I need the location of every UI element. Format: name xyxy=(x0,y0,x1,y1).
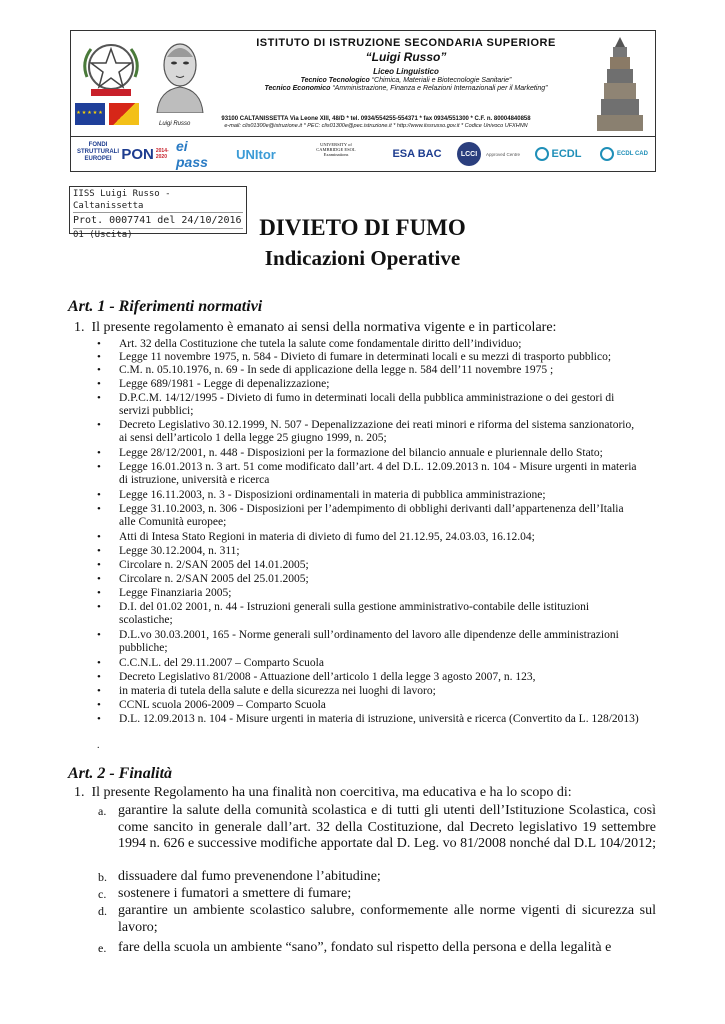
list-item: d. garantire un ambiente scolastico salubre, conformemente alle norme vigenti di sicurezza sul lavoro; xyxy=(98,903,656,935)
list-item: • Decreto Legislativo 30.12.1999, N. 507 - Depenalizzazione dei reati minori e riforma del sistema sanzionatorio, ai sensi dell’articolo 1 della legge 25 giugno 1999, n. 205; xyxy=(97,419,635,444)
list-item: • Legge 689/1981 - Legge di depenalizzazione; xyxy=(97,378,330,390)
luigi-russo-bust-icon xyxy=(149,35,211,113)
document-subtitle: Indicazioni Operative xyxy=(264,246,461,270)
tecnologico-label: Tecnico Tecnologico xyxy=(300,77,370,84)
italian-republic-emblem-icon xyxy=(77,37,145,99)
art1-heading: Art. 1 - Riferimenti normativi xyxy=(68,298,263,315)
fondi-strutturali-logo: FONDI STRUTTURALI EUROPEI xyxy=(77,142,119,162)
list-item: • Legge Finanziaria 2005; xyxy=(97,587,232,599)
list-item: b. dissuadere dal fumo prevenendone l’abitudine; xyxy=(98,869,381,884)
art2-heading: Art. 2 - Finalità xyxy=(68,765,173,782)
ecdl-cad-logo xyxy=(595,142,653,166)
email-line: e-mail: clis01300e@istruzione.it * PEC: clis01300e@pec.istruzione.it * http://www.iissrusso.gov.it * Codice Univoco UFXHNN xyxy=(224,123,528,129)
economico-line xyxy=(221,85,591,92)
pon-years: 2014-2020 xyxy=(155,148,169,160)
letterhead-logos xyxy=(71,137,655,172)
list-item: e. fare della scuola un ambiente “sano”, fondato sul rispetto della persona e della legalità e xyxy=(98,940,612,955)
art2-intro-text: Il presente Regolamento ha una finalità non coercitiva, ma educativa e ha lo scopo di: xyxy=(91,785,572,800)
list-item: • Art. 32 della Costituzione che tutela la salute come fondamentale diritto dell’individuo; xyxy=(97,338,522,350)
list-item: • Circolare n. 2/SAN 2005 del 14.01.2005; xyxy=(97,559,309,571)
letterhead-top xyxy=(71,31,655,137)
address-line: 93100 CALTANISSETTA Via Leone XIII, 48/D * tel. 0934/554255-554371 * fax 0934/551300 * C.F. n. 80004840858 xyxy=(221,116,531,122)
protocol-direction: 01 (Uscita) xyxy=(73,228,243,242)
tecnologico-desc: “Chimica, Materiali e Biotecnologie Sanitarie” xyxy=(371,77,512,84)
art1-intro-text: Il presente regolamento è emanato ai sensi della normativa vigente e in particolare: xyxy=(91,320,557,335)
list-item: • Decreto Legislativo 81/2008 - Attuazione dell’articolo 1 della legge 3 agosto 2007, n. 123, xyxy=(97,671,536,683)
lcci-logo: LCCI xyxy=(457,142,481,166)
art2-intro xyxy=(74,785,572,801)
tecnologico-line xyxy=(221,77,591,84)
ecdl-ring-icon xyxy=(535,147,549,161)
letterhead-address xyxy=(161,116,591,129)
list-item: • D.I. del 01.02 2001, n. 44 - Istruzioni generali sulla gestione amministrativo-contabile delle istituzioni scolastiche; xyxy=(97,601,590,626)
list-item: • C.M. n. 05.10.1976, n. 69 - In sede di applicazione della legge n. 584 dell’11 novembre 1975 ; xyxy=(97,364,554,376)
list-item: • D.P.C.M. 14/12/1995 - Divieto di fumo in determinati locali della pubblica amministrazione o dei gestori di servizi pubblici; xyxy=(97,392,615,417)
school-name: “Luigi Russo” xyxy=(365,50,447,64)
list-item: • Legge 28/12/2001, n. 448 - Disposizioni per la formazione del bilancio annuale e pluriennale dello Stato; xyxy=(97,447,603,459)
unitor-logo: UNItor xyxy=(236,146,276,162)
list-item: • Legge 16.11.2003, n. 3 - Disposizioni ordinamentali in materia di pubblica amministrazione; xyxy=(97,489,546,501)
institute-name: ISTITUTO DI ISTRUZIONE SECONDARIA SUPERIORE xyxy=(256,37,556,49)
list-item: • Legge 31.10.2003, n. 306 - Disposizioni per l’adempimento di obblighi derivanti dall’appartenenza dell’Italia alle Comunità europee; xyxy=(97,503,624,528)
ecdl-cad-ring-icon xyxy=(600,147,614,161)
pon-label: PON xyxy=(121,145,154,163)
list-item: • C.C.N.L. del 29.11.2007 – Comparto Scuola xyxy=(97,657,324,669)
protocol-school: IISS Luigi Russo - Caltanissetta xyxy=(73,189,171,211)
list-item: a. garantire la salute della comunità scolastica e di tutti gli utenti dell’Istituzione Scolastica, così come sancito in generale dall’art. 32 della Costituzione, dal Decreto legislativo 19 settembre 1994 n. 626 e successive modifiche apportate dal D. Leg. vo 81/2008 nonché dal D.L 104/2012; xyxy=(98,803,656,851)
protocol-number: Prot. 0007741 del 24/10/2016 xyxy=(73,212,243,228)
bust-caption: Luigi Russo xyxy=(159,121,191,127)
tower-sculpture-icon xyxy=(591,33,649,133)
list-item: • D.L. 12.09.2013 n. 104 - Misure urgenti in materia di istruzione, università e ricerca (Convertito da L. 128/2013) xyxy=(97,713,639,725)
list-item: • Legge 16.01.2013 n. 3 art. 51 come modificato dall’art. 4 del D.L. 12.09.2013 n. 104 - Misure urgenti in materia di istruzione, università e ricerca xyxy=(97,461,637,486)
list-item: • CCNL scuola 2006-2009 – Comparto Scuola xyxy=(97,699,326,711)
pon-logo xyxy=(123,142,167,166)
list-item: • Atti di Intesa Stato Regioni in materia di divieto di fumo del 21.12.95, 24.03.03, 16.12.04; xyxy=(97,531,535,543)
list-item: • D.L.vo 30.03.2001, 165 - Norme generali sull’ordinamento del lavoro alle dipendenze delle amministrazioni pubbliche; xyxy=(97,629,619,654)
ecdl-label: ECDL xyxy=(551,148,582,160)
approved-centre-label: Approved Centre xyxy=(485,151,521,157)
eu-flag-icon: ★★★★★ xyxy=(75,103,105,125)
list-item: • Legge 11 novembre 1975, n. 584 - Divieto di fumare in determinati locali e su mezzi di trasporto pubblico; xyxy=(97,351,612,363)
list-item: • Legge 30.12.2004, n. 311; xyxy=(97,545,240,557)
ecdl-logo xyxy=(527,142,589,166)
letterhead xyxy=(70,30,656,172)
art1-intro xyxy=(74,320,556,336)
esabac-logo: ESA BAC xyxy=(392,148,442,160)
trailing-dot: . xyxy=(97,740,100,751)
document-title: DIVIETO DI FUMO xyxy=(259,215,466,240)
list-item: • in materia di tutela della salute e della sicurezza nei luoghi di lavoro; xyxy=(97,685,436,697)
cambridge-logo: UNIVERSITY of CAMBRIDGE ESOL Examinations xyxy=(316,142,356,157)
art2-num: 1. xyxy=(74,785,85,800)
art1-num: 1. xyxy=(74,320,85,335)
economico-desc: “Amministrazione, Finanza e Relazioni Internazionali per il Marketing” xyxy=(332,85,548,92)
economico-label: Tecnico Economico xyxy=(264,85,331,92)
eipass-logo: ei pass xyxy=(176,138,208,170)
list-item: • Circolare n. 2/SAN 2005 del 25.01.2005; xyxy=(97,573,309,585)
sicily-flag-icon xyxy=(109,103,139,125)
letterhead-title xyxy=(221,37,591,92)
list-item: c. sostenere i fumatori a smettere di fumare; xyxy=(98,886,352,901)
liceo-label: Liceo Linguistico xyxy=(373,67,439,76)
ecdl-cad-label: ECDL CAD xyxy=(617,151,648,157)
